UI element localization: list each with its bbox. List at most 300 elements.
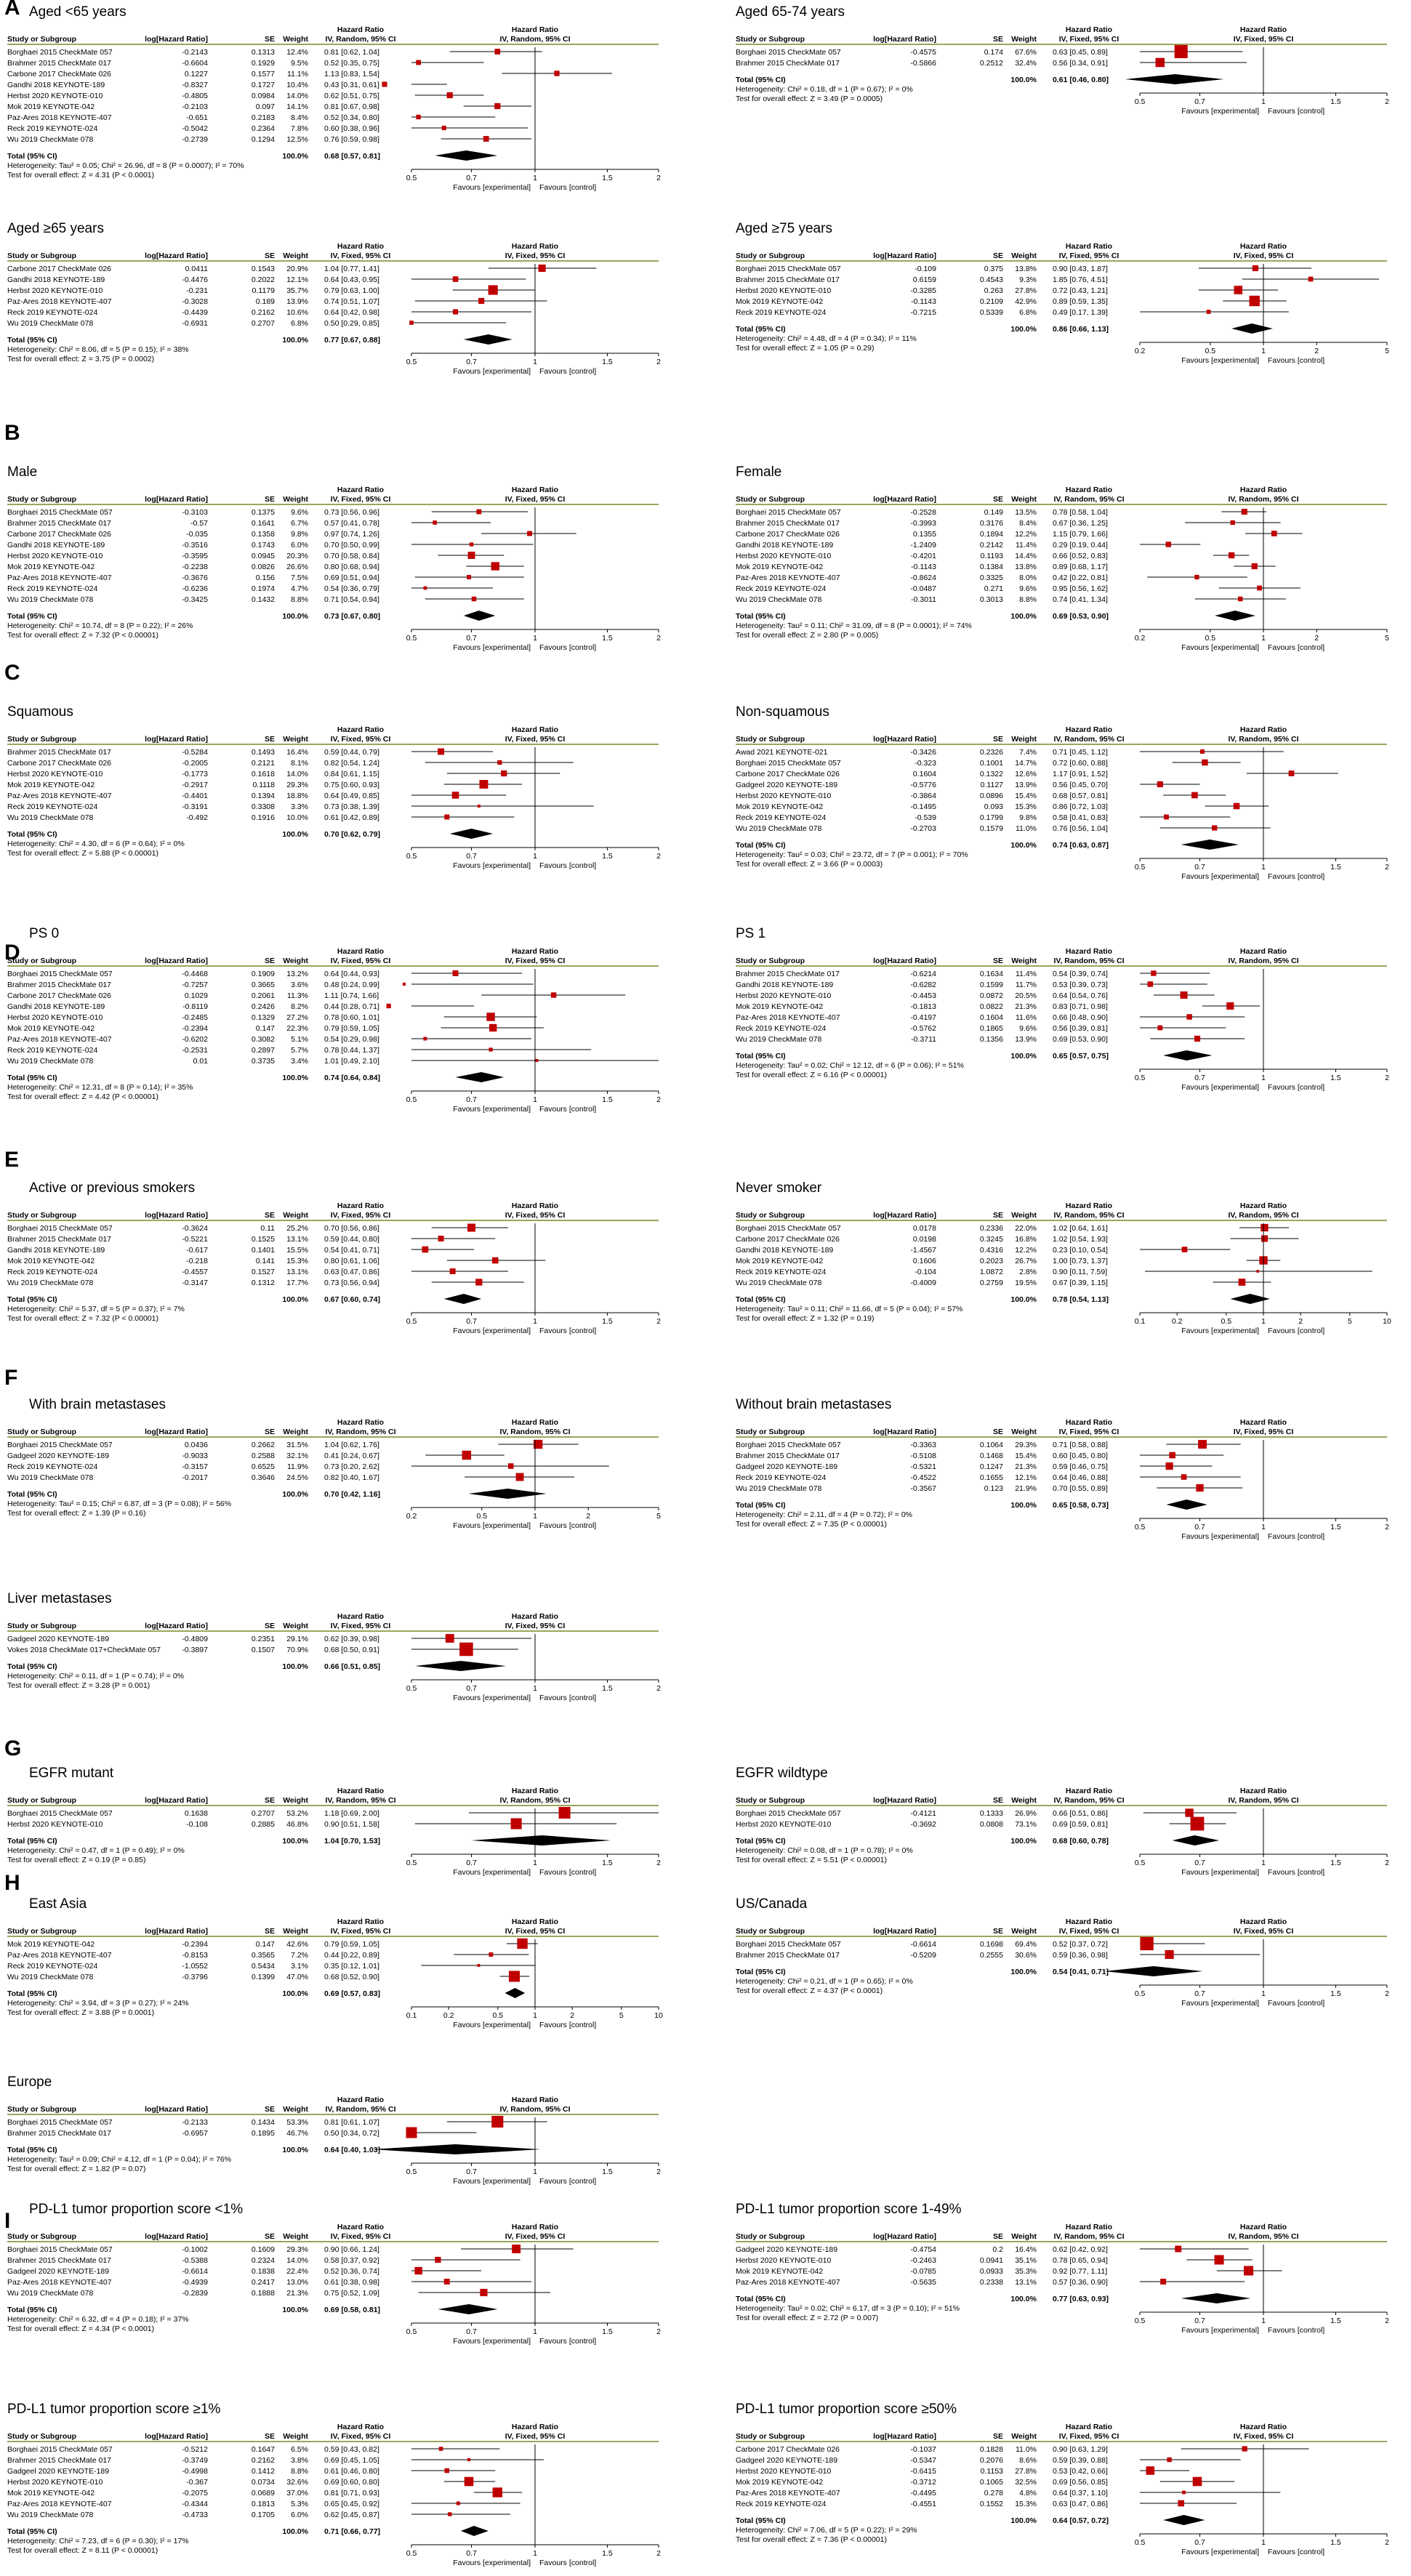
weight-value: 6.7% <box>291 519 308 528</box>
favours-experimental-label: Favours [experimental] <box>1181 2548 1259 2556</box>
ci-value: 0.69 [0.56, 0.85] <box>1053 2478 1108 2487</box>
loghr-value: -0.5762 <box>910 1024 936 1033</box>
se-value: 0.2023 <box>979 1257 1003 1265</box>
favours-experimental-label: Favours [experimental] <box>1181 1999 1259 2008</box>
study-name: Carbone 2017 CheckMate 026 <box>7 991 112 1000</box>
study-name: Paz-Ares 2018 KEYNOTE-407 <box>736 573 840 582</box>
ci-value: 0.79 [0.63, 1.00] <box>324 286 379 295</box>
effect-marker <box>465 2477 474 2487</box>
total-label: Total (95% CI) <box>7 830 57 839</box>
loghr-value: -0.4453 <box>910 991 936 1000</box>
ci-value: 1.85 [0.76, 4.51] <box>1053 275 1108 284</box>
heterogeneity-text: Heterogeneity: Chi² = 0.11, df = 1 (P = 0.74); I² = 0% <box>7 1672 184 1681</box>
se-value: 0.1153 <box>980 2467 1003 2476</box>
hazard-ratio-plot-header: Hazard Ratio <box>511 725 559 734</box>
table-row <box>736 748 1284 757</box>
ci-value: 0.54 [0.36, 0.79] <box>324 584 379 593</box>
weight-value: 3.3% <box>291 802 308 811</box>
se-value: 0.2121 <box>251 759 275 768</box>
weight-value: 47.0% <box>286 1973 308 1981</box>
x-tick-label: 0.5 <box>1221 1317 1232 1326</box>
loghr-value: -0.3676 <box>182 573 208 582</box>
loghr-column-header: log[Hazard Ratio] <box>873 35 936 44</box>
effect-column-header: IV, Fixed, 95% CI <box>330 1211 391 1220</box>
effect-marker <box>1156 58 1165 68</box>
favours-experimental-label: Favours [experimental] <box>453 2559 531 2567</box>
effect-marker <box>1146 2466 1154 2475</box>
effect-marker <box>554 71 559 76</box>
table-row <box>7 970 522 978</box>
weight-value: 37.0% <box>286 2489 308 2497</box>
ci-value: 0.90 [0.43, 1.87] <box>1053 265 1108 273</box>
x-tick-label: 2 <box>656 1095 661 1104</box>
table-row <box>736 2477 1234 2487</box>
loghr-value: -0.231 <box>186 286 208 295</box>
x-tick-label: 2 <box>1385 863 1389 872</box>
total-weight: 100.0% <box>1010 1052 1037 1060</box>
heterogeneity-text: Heterogeneity: Chi² = 3.94, df = 3 (P = 0.27); I² = 24% <box>7 1999 189 2008</box>
weight-value: 29.3% <box>286 781 308 789</box>
study-name: Borghaei 2015 CheckMate 057 <box>7 48 113 57</box>
table-row <box>736 1224 1289 1233</box>
effect-marker <box>517 1939 527 1949</box>
study-name: Vokes 2018 CheckMate 017+CheckMate 057 <box>7 1646 161 1654</box>
total-weight: 100.0% <box>282 2527 308 2536</box>
effect-marker <box>1212 825 1217 830</box>
header-rule <box>736 1805 1140 1806</box>
effect-marker <box>422 1247 429 1253</box>
effect-marker <box>445 2468 450 2474</box>
total-weight: 100.0% <box>1010 1837 1037 1846</box>
weight-value: 12.1% <box>1015 1473 1037 1482</box>
effect-marker <box>435 2257 441 2263</box>
study-name: Brahmer 2015 CheckMate 017 <box>736 275 840 284</box>
se-value: 0.2183 <box>251 113 275 122</box>
x-tick-label: 2 <box>656 2327 661 2336</box>
se-value: 0.1705 <box>251 2511 275 2519</box>
x-tick-label: 2 <box>1385 1074 1389 1082</box>
ci-value: 0.54 [0.39, 0.74] <box>1053 970 1108 978</box>
favours-control-label: Favours [control] <box>1268 2326 1325 2335</box>
table-row <box>7 1002 474 1011</box>
plot-header-rule <box>411 504 659 505</box>
weight-column-header: Weight <box>1011 2432 1037 2441</box>
table-row <box>7 113 495 122</box>
effect-marker <box>416 115 420 119</box>
weight-value: 8.4% <box>291 113 308 122</box>
effect-column-header: IV, Random, 95% CI <box>325 1796 396 1805</box>
total-ci: 0.64 [0.40, 1.03] <box>324 2146 381 2154</box>
effect-column-header: IV, Fixed, 95% CI <box>1058 1927 1119 1936</box>
x-tick-label: 2 <box>656 358 661 366</box>
ci-value: 0.63 [0.45, 0.89] <box>1053 48 1108 57</box>
effect-plot-header: IV, Fixed, 95% CI <box>504 1927 566 1936</box>
weight-value: 10.4% <box>286 81 308 89</box>
x-tick-label: 0.7 <box>1194 1523 1205 1531</box>
se-column-header: SE <box>992 957 1003 965</box>
loghr-value: -0.2005 <box>182 759 208 768</box>
se-value: 0.3176 <box>979 519 1003 528</box>
x-tick-label: 0.7 <box>466 2327 477 2336</box>
effect-marker <box>1185 1808 1193 1816</box>
study-name: Mok 2019 KEYNOTE-042 <box>736 1002 824 1011</box>
x-tick-label: 2 <box>1385 2317 1389 2325</box>
weight-value: 7.8% <box>291 124 308 133</box>
x-tick-label: 1.5 <box>1330 1989 1341 1998</box>
table-row <box>7 552 504 560</box>
panel-title: Never smoker <box>736 1180 822 1196</box>
hazard-ratio-plot-header: Hazard Ratio <box>1239 1418 1287 1427</box>
ci-value: 0.67 [0.39, 1.15] <box>1053 1279 1108 1287</box>
study-column-header: Study or Subgroup <box>7 2105 77 2114</box>
effect-plot-header: IV, Fixed, 95% CI <box>504 251 566 260</box>
effect-plot-header: IV, Fixed, 95% CI <box>1233 2432 1294 2441</box>
total-label: Total (95% CI) <box>736 1968 786 1976</box>
table-row <box>7 2500 520 2508</box>
loghr-value: -0.492 <box>186 813 208 822</box>
plot-header-rule <box>1140 1936 1387 1937</box>
effect-marker <box>403 983 406 986</box>
table-row <box>7 770 560 778</box>
ci-value: 0.62 [0.45, 0.87] <box>324 2511 379 2519</box>
weight-value: 13.1% <box>1015 2278 1037 2287</box>
study-name: Paz-Ares 2018 KEYNOTE-407 <box>736 2489 840 2497</box>
table-row <box>7 1268 508 1276</box>
header-rule <box>7 2241 411 2242</box>
se-value: 0.2759 <box>979 1279 1003 1287</box>
header-rule <box>736 1220 1140 1221</box>
effect-column-header: IV, Random, 95% CI <box>1053 1796 1125 1805</box>
effect-marker <box>447 92 453 98</box>
weight-column-header: Weight <box>283 1796 308 1805</box>
panel-title: Without brain metastases <box>736 1397 892 1412</box>
heterogeneity-text: Heterogeneity: Tau² = 0.09; Chi² = 4.12, df = 1 (P = 0.04); I² = 76% <box>7 2155 232 2164</box>
loghr-column-header: log[Hazard Ratio] <box>145 2232 208 2241</box>
effect-plot-header: IV, Fixed, 95% CI <box>504 495 566 504</box>
favours-control-label: Favours [control] <box>539 2559 597 2567</box>
effect-column-header: IV, Random, 95% CI <box>1053 735 1125 744</box>
x-tick-label: 2 <box>656 1859 661 1867</box>
se-value: 0.3013 <box>979 595 1003 604</box>
overall-effect-text: Test for overall effect: Z = 1.32 (P = 0.19) <box>736 1314 875 1323</box>
se-value: 0.1579 <box>979 824 1003 833</box>
table-row <box>7 2445 499 2454</box>
effect-marker <box>509 1971 520 1981</box>
table-row <box>736 2500 1237 2508</box>
study-name: Carbone 2017 CheckMate 026 <box>7 265 112 273</box>
table-row <box>7 780 522 789</box>
weight-value: 12.6% <box>1015 770 1037 778</box>
table-row <box>736 981 1207 989</box>
total-ci: 0.73 [0.67, 0.80] <box>324 612 381 621</box>
se-value: 0.2707 <box>251 1809 275 1818</box>
total-ci: 0.69 [0.53, 0.90] <box>1053 612 1109 621</box>
forest-panel <box>7 704 661 870</box>
effect-marker <box>1166 1462 1173 1470</box>
x-tick-label: 0.2 <box>1134 347 1146 355</box>
ci-value: 0.81 [0.71, 0.93] <box>324 2489 379 2497</box>
ci-value: 0.61 [0.38, 0.98] <box>324 2278 379 2287</box>
total-weight: 100.0% <box>282 612 308 621</box>
se-value: 0.0826 <box>251 563 275 571</box>
weight-value: 15.3% <box>1015 802 1037 811</box>
study-column-header: Study or Subgroup <box>736 1927 805 1936</box>
ci-value: 0.53 [0.42, 0.66] <box>1053 2467 1108 2476</box>
table-row <box>7 2278 531 2287</box>
header-rule <box>7 2114 411 2115</box>
se-value: 0.1909 <box>251 970 275 978</box>
loghr-column-header: log[Hazard Ratio] <box>873 2432 936 2441</box>
study-name: Carbone 2017 CheckMate 026 <box>736 2445 840 2454</box>
overall-effect-text: Test for overall effect: Z = 1.05 (P = 0.29) <box>736 344 875 353</box>
header-rule <box>736 2441 1140 2442</box>
overall-effect-text: Test for overall effect: Z = 4.34 (P < 0.0001) <box>7 2325 155 2333</box>
effect-marker <box>452 792 459 799</box>
ci-value: 0.58 [0.37, 0.92] <box>324 2256 379 2265</box>
loghr-value: -0.3426 <box>910 748 936 757</box>
effect-plot-header: IV, Random, 95% CI <box>1228 957 1299 965</box>
effect-marker <box>491 2116 503 2128</box>
se-value: 0.1634 <box>979 970 1003 978</box>
weight-value: 22.0% <box>1015 1224 1037 1233</box>
loghr-value: -0.7215 <box>910 308 936 317</box>
ci-value: 0.90 [0.66, 1.24] <box>324 2245 379 2254</box>
effect-marker <box>414 2267 422 2274</box>
ci-value: 0.53 [0.39, 0.73] <box>1053 981 1108 989</box>
se-value: 0.2076 <box>979 2456 1003 2465</box>
heterogeneity-text: Heterogeneity: Tau² = 0.11; Chi² = 31.09, df = 8 (P = 0.0001); I² = 74% <box>736 621 972 630</box>
hazard-ratio-header: Hazard Ratio <box>337 486 385 494</box>
total-ci: 0.69 [0.57, 0.83] <box>324 1989 381 1998</box>
x-tick-label: 1.5 <box>602 2168 613 2176</box>
weight-value: 24.5% <box>286 1473 308 1482</box>
weight-column-header: Weight <box>1011 1428 1037 1436</box>
loghr-value: 0.0436 <box>184 1441 208 1449</box>
loghr-column-header: log[Hazard Ratio] <box>145 1211 208 1220</box>
se-column-header: SE <box>264 2232 275 2241</box>
heterogeneity-text: Heterogeneity: Chi² = 0.08, df = 1 (P = 0.78); I² = 0% <box>736 1846 913 1855</box>
study-name: Gadgeel 2020 KEYNOTE-189 <box>736 2456 838 2465</box>
x-tick-label: 0.7 <box>466 174 477 182</box>
forest-panel <box>736 1896 1389 2008</box>
se-value: 0.1001 <box>979 759 1003 768</box>
weight-column-header: Weight <box>1011 735 1037 744</box>
weight-value: 25.2% <box>286 1224 308 1233</box>
weight-value: 9.6% <box>1019 1024 1037 1033</box>
pooled-diamond <box>1231 1294 1271 1304</box>
effect-marker <box>1242 509 1247 515</box>
study-name: Borghaei 2015 CheckMate 057 <box>736 1441 841 1449</box>
pooled-diamond <box>1104 1966 1202 1976</box>
weight-value: 20.3% <box>286 552 308 560</box>
hazard-ratio-header: Hazard Ratio <box>337 1612 385 1621</box>
loghr-value: -0.035 <box>186 530 208 539</box>
effect-marker <box>1191 1817 1205 1831</box>
loghr-value: -0.2103 <box>182 102 208 111</box>
x-tick-label: 1 <box>533 852 537 861</box>
loghr-value: -0.4197 <box>910 1013 936 1022</box>
panel-title: EGFR wildtype <box>736 1766 828 1781</box>
effect-marker <box>483 136 489 142</box>
x-tick-label: 5 <box>619 2011 624 2020</box>
table-row <box>7 297 547 306</box>
favours-control-label: Favours [control] <box>1268 1083 1325 1092</box>
ci-value: 0.76 [0.56, 1.04] <box>1053 824 1108 833</box>
se-column-header: SE <box>992 1796 1003 1805</box>
study-column-header: Study or Subgroup <box>736 1211 805 1220</box>
effect-marker <box>491 562 499 570</box>
se-value: 0.0941 <box>979 2256 1003 2265</box>
loghr-column-header: log[Hazard Ratio] <box>145 1927 208 1936</box>
table-row <box>7 759 574 768</box>
study-name: Carbone 2017 CheckMate 026 <box>736 1235 840 1244</box>
hazard-ratio-header: Hazard Ratio <box>1065 486 1113 494</box>
ci-value: 0.97 [0.74, 1.26] <box>324 530 379 539</box>
effect-marker <box>1257 586 1262 591</box>
ci-value: 0.58 [0.41, 0.83] <box>1053 813 1108 822</box>
study-name: Wu 2019 CheckMate 078 <box>7 2511 94 2519</box>
x-tick-label: 1 <box>533 2011 537 2020</box>
study-column-header: Study or Subgroup <box>7 1428 77 1436</box>
loghr-value: -0.2394 <box>182 1024 208 1033</box>
x-tick-label: 2 <box>1385 1859 1389 1867</box>
panel-title: Squamous <box>7 704 73 720</box>
panel-letter-E: E <box>4 1148 20 1172</box>
se-value: 0.1432 <box>251 595 275 604</box>
study-name: Gandhi 2018 KEYNOTE-189 <box>7 1246 105 1255</box>
effect-marker <box>476 510 481 515</box>
study-name: Wu 2019 CheckMate 078 <box>7 1057 94 1066</box>
weight-value: 9.6% <box>291 508 308 517</box>
se-value: 0.1599 <box>979 981 1003 989</box>
table-row <box>736 1246 1231 1255</box>
panel-title: PD-L1 tumor proportion score ≥1% <box>7 2402 221 2417</box>
weight-value: 14.0% <box>286 2256 308 2265</box>
ci-value: 0.70 [0.56, 0.86] <box>324 1224 379 1233</box>
loghr-value: -0.3516 <box>182 541 208 550</box>
x-tick-label: 1 <box>533 174 537 182</box>
se-column-header: SE <box>992 1927 1003 1936</box>
loghr-value: -0.3712 <box>910 2478 936 2487</box>
hazard-ratio-header: Hazard Ratio <box>1065 1202 1113 1210</box>
total-weight: 100.0% <box>282 336 308 345</box>
table-row <box>736 1035 1245 1044</box>
x-tick-label: 5 <box>1385 634 1389 643</box>
se-column-header: SE <box>992 1211 1003 1220</box>
effect-marker <box>1261 1235 1268 1241</box>
study-name: Reck 2019 KEYNOTE-024 <box>7 1046 98 1055</box>
effect-marker <box>448 2512 451 2516</box>
effect-marker <box>478 805 481 808</box>
study-name: Reck 2019 KEYNOTE-024 <box>7 124 98 133</box>
table-row <box>7 2245 574 2254</box>
hazard-ratio-plot-header: Hazard Ratio <box>1239 1917 1287 1926</box>
loghr-value: -0.5042 <box>182 124 208 133</box>
panel-title: PD-L1 tumor proportion score ≥50% <box>736 2402 957 2417</box>
weight-value: 26.7% <box>1015 1257 1037 1265</box>
se-value: 0.1294 <box>251 135 275 144</box>
total-weight: 100.0% <box>1010 325 1037 334</box>
weight-value: 11.0% <box>1016 824 1037 833</box>
x-tick-label: 2 <box>1385 1989 1389 1998</box>
ci-value: 0.75 [0.52, 1.09] <box>324 2289 379 2298</box>
effect-marker <box>416 60 421 65</box>
ci-value: 0.57 [0.41, 0.78] <box>324 519 379 528</box>
loghr-value: -0.2485 <box>182 1013 208 1022</box>
total-ci: 0.70 [0.62, 0.79] <box>324 830 381 839</box>
pooled-diamond <box>444 1294 481 1304</box>
weight-value: 3.6% <box>291 981 308 989</box>
pooled-diamond <box>371 2144 540 2154</box>
loghr-value: -0.6214 <box>910 970 936 978</box>
total-ci: 0.65 [0.58, 0.73] <box>1053 1501 1109 1510</box>
weight-value: 32.6% <box>286 2478 308 2487</box>
se-column-header: SE <box>264 1622 275 1630</box>
table-row <box>7 1279 524 1287</box>
loghr-value: -0.4009 <box>910 1279 936 1287</box>
hazard-ratio-header: Hazard Ratio <box>337 25 385 34</box>
pooled-diamond <box>461 2526 489 2536</box>
overall-effect-text: Test for overall effect: Z = 3.66 (P = 0.0003) <box>736 860 883 869</box>
se-value: 0.3308 <box>251 802 275 811</box>
total-weight: 100.0% <box>282 1490 308 1499</box>
loghr-value: -0.3425 <box>182 595 208 604</box>
weight-value: 21.9% <box>1015 1484 1037 1493</box>
effect-marker <box>478 1964 481 1967</box>
hazard-ratio-header: Hazard Ratio <box>337 725 385 734</box>
weight-value: 6.0% <box>291 541 308 550</box>
loghr-value: -0.1002 <box>182 2245 208 2254</box>
study-name: Mok 2019 KEYNOTE-042 <box>7 563 95 571</box>
study-name: Reck 2019 KEYNOTE-024 <box>736 1268 827 1276</box>
loghr-value: 0.0411 <box>185 265 208 273</box>
ci-value: 0.66 [0.51, 0.86] <box>1053 1809 1108 1818</box>
table-row <box>736 813 1230 822</box>
weight-value: 5.1% <box>291 1035 308 1044</box>
ci-value: 0.71 [0.45, 1.12] <box>1053 748 1108 757</box>
table-row <box>736 1268 1372 1276</box>
hazard-ratio-plot-header: Hazard Ratio <box>1239 2223 1287 2231</box>
plot-header-rule <box>411 2241 659 2242</box>
x-tick-label: 0.5 <box>1134 1074 1146 1082</box>
se-value: 0.4543 <box>979 275 1003 284</box>
se-value: 0.2162 <box>251 308 275 317</box>
se-value: 0.1577 <box>251 70 275 79</box>
forest-panel <box>7 1591 661 1702</box>
loghr-value: -0.2394 <box>182 1940 208 1949</box>
effect-marker <box>1271 531 1277 536</box>
total-label: Total (95% CI) <box>7 1837 57 1846</box>
study-name: Carbone 2017 CheckMate 026 <box>7 759 112 768</box>
header-rule <box>7 2441 411 2442</box>
loghr-value: -0.3864 <box>910 792 936 800</box>
table-row <box>736 286 1278 295</box>
effect-plot-header: IV, Fixed, 95% CI <box>504 957 566 965</box>
effect-marker <box>386 1004 390 1008</box>
study-name: Gadgeel 2020 KEYNOTE-189 <box>736 781 838 789</box>
weight-value: 27.2% <box>286 1013 308 1022</box>
weight-value: 29.3% <box>1015 1441 1037 1449</box>
forest-panel <box>736 926 1389 1092</box>
study-name: Mok 2019 KEYNOTE-042 <box>7 1257 95 1265</box>
effect-marker <box>1182 1247 1188 1252</box>
ci-value: 0.41 [0.24, 0.67] <box>324 1452 379 1460</box>
study-name: Herbst 2020 KEYNOTE-010 <box>7 286 103 295</box>
effect-marker <box>1207 310 1211 314</box>
x-tick-label: 1 <box>1261 2538 1266 2547</box>
table-row <box>736 2445 1309 2454</box>
loghr-value: -0.1143 <box>911 297 936 306</box>
